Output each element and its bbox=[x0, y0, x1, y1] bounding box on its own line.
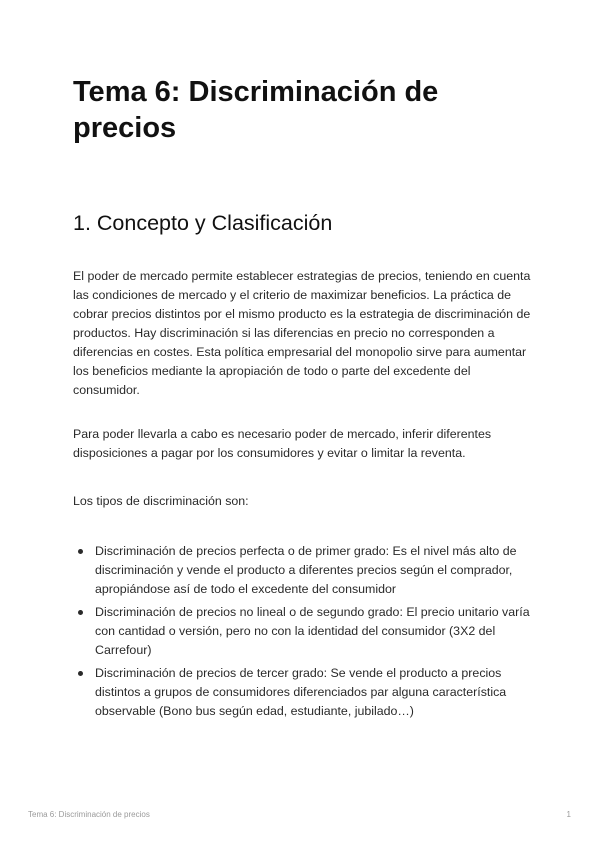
paragraph-intro: El poder de mercado permite establecer estrategias de precios, teniendo en cuenta las condiciones de mercado y el criterio de maximizar beneficios. La práctica de cobrar precios distintos por el mismo producto es la estrategia de discriminación de productos. Hay discriminación si las diferencias en precio no corresponden a diferencias en costes. Esta política empresarial del monopolio sirve para aumentar los beneficios mediante la apropiación de todo o parte del excedente del consumidor. bbox=[73, 269, 531, 397]
section-heading: 1. Concepto y Clasificación bbox=[73, 211, 333, 235]
footer-page-number: 1 bbox=[566, 810, 571, 819]
paragraph-requirements: Para poder llevarla a cabo es necesario poder de mercado, inferir diferentes disposiciones a pagar por los consumidores y evitar o limitar la reventa. bbox=[73, 427, 492, 460]
paragraph-types-lead: Los tipos de discriminación son: bbox=[73, 494, 249, 508]
bullet-icon bbox=[78, 610, 83, 615]
list-item-text: Discriminación de precios no lineal o de segundo grado: El precio unitario varía con cantidad o versión, pero no con la identidad del consumidor (3X2 del Carrefour) bbox=[95, 605, 530, 657]
list-item bbox=[73, 542, 535, 599]
page-title: Tema 6: Discriminación de precios bbox=[73, 76, 439, 144]
list-item-text: Discriminación de precios de tercer grado: Se vende el producto a precios distintos a grupos de consumidores diferenciados par alguna característica observable (Bono bus según edad, estudiante, jubilado…) bbox=[95, 666, 507, 718]
discrimination-types-list bbox=[73, 542, 535, 725]
list-item bbox=[73, 603, 535, 660]
footer-title: Tema 6: Discriminación de precios bbox=[28, 810, 150, 819]
bullet-icon bbox=[78, 549, 83, 554]
list-item bbox=[73, 664, 535, 721]
bullet-icon bbox=[78, 671, 83, 676]
list-item-text: Discriminación de precios perfecta o de primer grado: Es el nivel más alto de discriminación y vende el producto a diferentes precios según el comprador, apropiándose así de todo el excedente del consumidor bbox=[95, 544, 517, 596]
